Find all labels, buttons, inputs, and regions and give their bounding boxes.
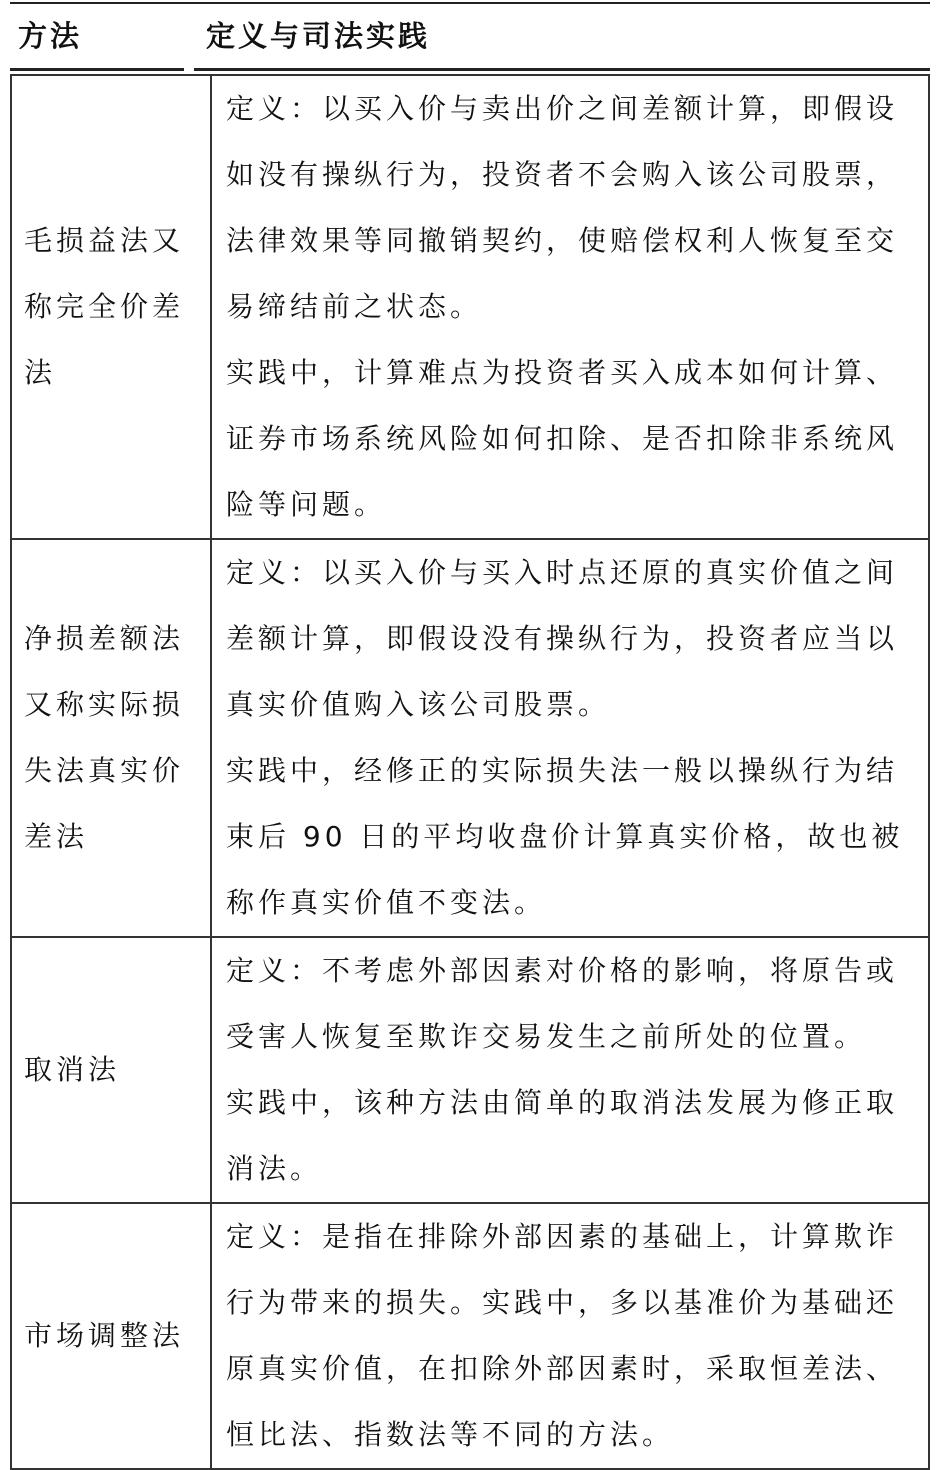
- header-underline-method: [10, 68, 184, 71]
- methods-table: [10, 74, 930, 1470]
- practice-text: 实践中，经修正的实际损失法一般以操纵行为结束后 90 日的平均收盘价计算真实价格，故也被称作真实价值不变法。: [226, 754, 904, 919]
- definition-text: 定义：以买入价与卖出价之间差额计算，即假设如没有操纵行为，投资者不会购入该公司股票，法律效果等同撤销契约，使赔偿权利人恢复至交易缔结前之状态。: [226, 92, 899, 323]
- header-definition: 定义与司法实践: [206, 19, 431, 53]
- table-row: [11, 539, 929, 937]
- header-method: 方法: [18, 19, 83, 53]
- method-cell: 市场调整法: [11, 1203, 211, 1469]
- header-underline-definition: [194, 68, 930, 71]
- method-cell: 取消法: [11, 937, 211, 1203]
- method-cell: 毛损益法又称完全价差法: [11, 75, 211, 539]
- practice-text: 实践中，计算难点为投资者买入成本如何计算、证券市场系统风险如何扣除、是否扣除非系统风险等问题。: [226, 356, 899, 521]
- method-cell: 净损差额法又称实际损失法真实价差法: [11, 539, 211, 937]
- practice-text: 实践中，该种方法由简单的取消法发展为修正取消法。: [226, 1086, 899, 1185]
- table-row: [11, 75, 929, 539]
- definition-cell: [211, 539, 929, 937]
- definition-cell: [211, 1203, 929, 1469]
- definition-text: 定义：是指在排除外部因素的基础上，计算欺诈行为带来的损失。实践中，多以基准价为基础还原真实价值，在扣除外部因素时，采取恒差法、恒比法、指数法等不同的方法。: [226, 1220, 899, 1451]
- definition-cell: [211, 937, 929, 1203]
- definition-cell: [211, 75, 929, 539]
- table-header: [10, 0, 930, 74]
- header-top-rule: [10, 2, 930, 4]
- definition-text: 定义：以买入价与买入时点还原的真实价值之间差额计算，即假设没有操纵行为，投资者应当以真实价值购入该公司股票。: [226, 556, 899, 721]
- table-row: [11, 1203, 929, 1469]
- definition-text: 定义：不考虑外部因素对价格的影响，将原告或受害人恢复至欺诈交易发生之前所处的位置。: [226, 954, 899, 1053]
- table-row: [11, 937, 929, 1203]
